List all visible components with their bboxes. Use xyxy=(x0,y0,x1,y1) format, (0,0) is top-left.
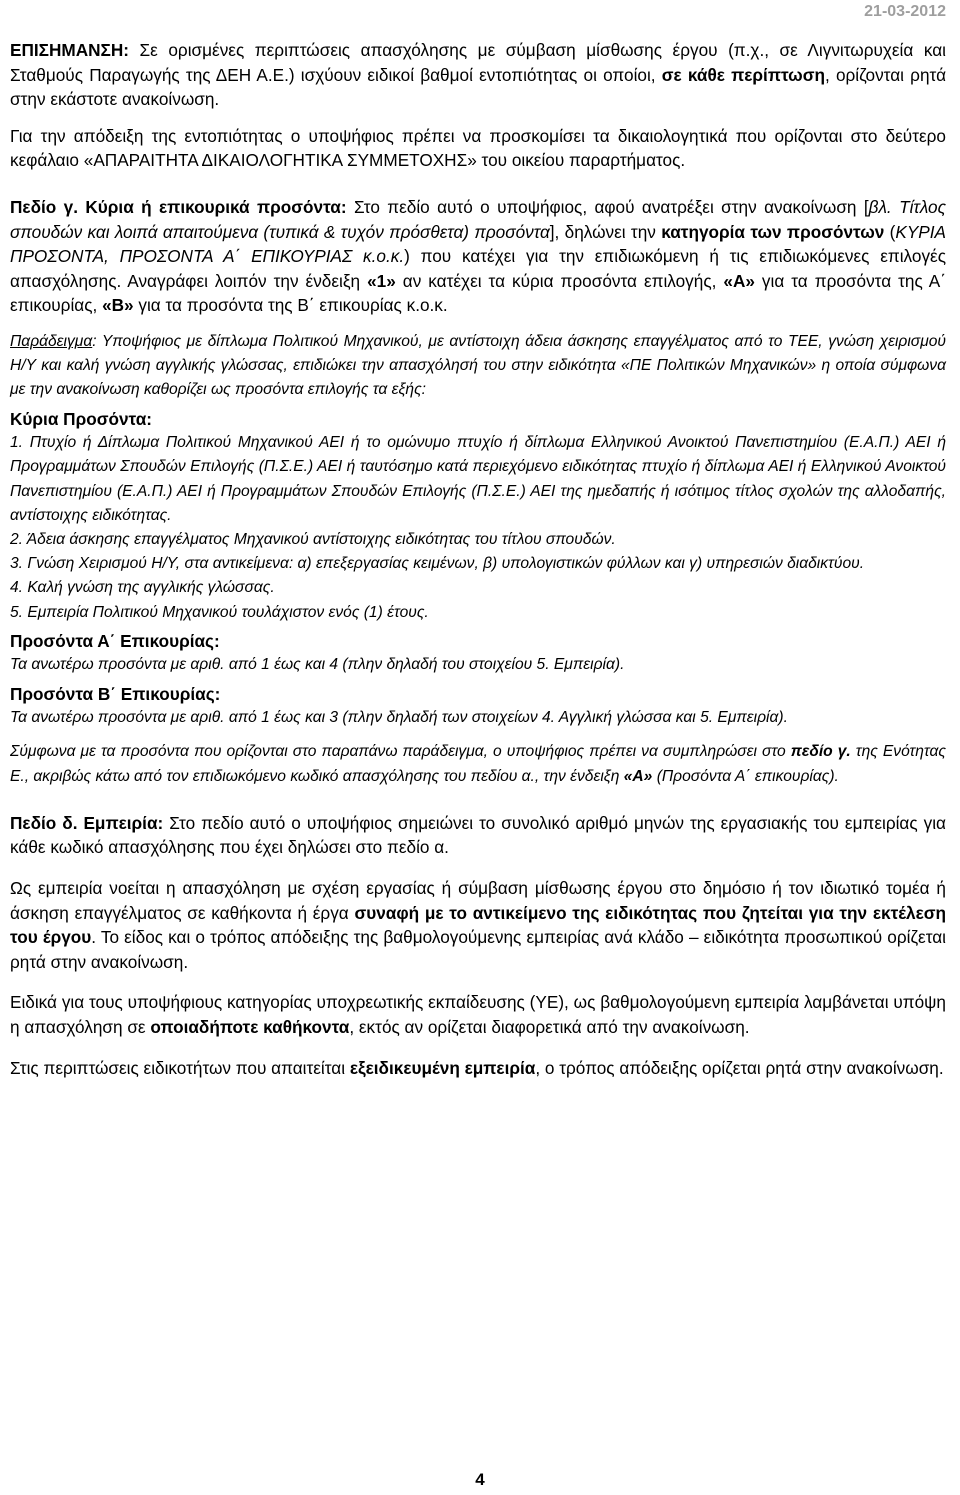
text-run: σε κάθε περίπτωση xyxy=(661,64,825,85)
text-run: ) που κατέχει για την επιδιωκόμενη ή τις επιδιωκόμενες επιλογές απασχόλησης. Αναγράφει λοιπόν την ένδειξη xyxy=(10,246,946,291)
text-run: Κύρια Προσόντα: xyxy=(10,408,153,429)
main-qualifications-heading xyxy=(10,407,946,432)
text-run: Τα ανωτέρω προσόντα με αριθ. από 1 έως και 4 (πλην δηλαδή του στοιχείου 5. Εμπειρία). xyxy=(10,656,625,674)
text-run: Πεδίο δ. Εμπειρία: xyxy=(10,812,164,833)
experience-definition-paragraph xyxy=(10,876,946,974)
text-run: εξειδικευμένη εμπειρία xyxy=(349,1057,536,1078)
text-run: Στο πεδίο αυτό ο υποψήφιος, αφού ανατρέξει στην ανακοίνωση [ xyxy=(346,196,869,217)
b-auxiliary-text xyxy=(10,706,946,730)
example-paragraph xyxy=(10,330,946,403)
text-run: Προσόντα Α΄ Επικουρίας: xyxy=(10,630,220,651)
list-item xyxy=(10,528,946,552)
text-run: Ειδικά για τους υποψήφιους κατηγορίας υποχρεωτικής εκπαίδευσης (ΥΕ), ως βαθμολογούμενη εμπειρία λαμβάνεται υπόψη η απασχόληση σε xyxy=(10,992,946,1037)
text-run: για τα προσόντα της Β΄ επικουρίας κ.ο.κ. xyxy=(133,295,448,316)
b-auxiliary-heading xyxy=(10,682,946,707)
text-run: «Β» xyxy=(102,295,134,316)
text-run: οποιαδήποτε καθήκοντα xyxy=(150,1016,350,1037)
text-run: «Α» xyxy=(723,270,755,291)
list-item xyxy=(10,552,946,576)
text-run: 3. Γνώση Χειρισμού Η/Υ, στα αντικείμενα: α) επεξεργασίας κειμένων, β) υπολογιστικών φύλλων και γ) υπηρεσιών διαδικτύου. xyxy=(10,555,865,573)
qualifications-list xyxy=(10,431,946,625)
text-run: «Α» xyxy=(623,767,653,785)
ye-experience-paragraph xyxy=(10,990,946,1039)
text-run: ( xyxy=(884,221,896,242)
text-run: ], δηλώνει την xyxy=(549,221,662,242)
a-auxiliary-text xyxy=(10,653,946,677)
text-run: αν κατέχει τα κύρια προσόντα επιλογής, xyxy=(395,270,724,291)
list-item xyxy=(10,431,946,528)
specialized-experience-paragraph xyxy=(10,1056,946,1081)
text-run: Στο πεδίο αυτό ο υποψήφιος σημειώνει το συνολικό αριθμό μηνών της εργασιακής του εμπειρίας για κάθε κωδικό απασχόλησης που έχει δηλώσει στο πεδίο α. xyxy=(10,812,946,858)
text-run: κατηγορία των προσόντων xyxy=(661,221,885,242)
text-run: ΕΠΙΣΗΜΑΝΣΗ: xyxy=(10,40,129,60)
text-run: συναφή με το αντικείμενο της ειδικότητας που ζητείται για την εκτέλεση του έργου xyxy=(10,902,946,948)
text-run: για τα προσόντα της Α΄ επικουρίας, xyxy=(10,270,946,316)
text-run: Παράδειγμα xyxy=(10,332,93,350)
text-run: Σύμφωνα με τα προσόντα που ορίζονται στο παραπάνω παράδειγμα, ο υποψήφιος πρέπει να συμπληρώσει στο xyxy=(10,743,791,761)
document-date: 21-03-2012 xyxy=(864,3,946,20)
example-conclusion xyxy=(10,740,946,788)
text-run: , ο τρόπος απόδειξης ορίζεται ρητά στην ανακοίνωση. xyxy=(535,1057,944,1078)
text-run: , εκτός αν ορίζεται διαφορετικά από την ανακοίνωση. xyxy=(349,1016,750,1037)
page-number: 4 xyxy=(475,1470,485,1489)
text-run: Για την απόδειξη της εντοπιότητας ο υποψήφιος πρέπει να προσκομίσει τα δικαιολογητικά που ορίζονται στο δεύτερο κεφάλαιο «ΑΠΑΡΑΙΤΗΤΑ ΔΙΚΑΙΟΛΟΓΗΤΙΚΑ ΣΥΜΜΕΤΟΧΗΣ» του οικείου παραρτήματος. xyxy=(10,125,946,171)
text-run: . Το είδος και ο τρόπος απόδειξης της βαθμολογούμενης εμπειρίας ανά κλάδο – ειδικότητα προσωπικού ορίζεται ρητά στην ανακοίνωση. xyxy=(10,927,946,972)
text-run: πεδίο γ. xyxy=(790,743,851,761)
text-run: ΚΥΡΙΑ ΠΡΟΣΟΝΤΑ, ΠΡΟΣΟΝΤΑ Α΄ ΕΠΙΚΟΥΡΙΑΣ κ.ο.κ. xyxy=(10,221,947,267)
text-run: της Ενότητας Ε., ακριβώς κάτω από τον επιδιωκόμενο κωδικό απασχόλησης του πεδίου α., την ένδειξη xyxy=(10,743,946,785)
text-run: βλ. Τίτλος σπουδών και λοιπά απαιτούμενα (τυπικά & τυχόν πρόσθετα) προσόντα xyxy=(10,196,946,242)
text-run: 4. Καλή γνώση της αγγλικής γλώσσας. xyxy=(10,579,275,597)
list-item xyxy=(10,576,946,600)
text-run: 2. Άδεια άσκησης επαγγέλματος Μηχανικού αντίστοιχης ειδικότητας του τίτλου σπουδών. xyxy=(10,530,616,548)
a-auxiliary-heading xyxy=(10,629,946,654)
text-run: (Προσόντα Α΄ επικουρίας). xyxy=(652,767,839,785)
text-run: Στις περιπτώσεις ειδικοτήτων που απαιτείται xyxy=(10,1057,350,1078)
text-run: Σε ορισμένες περιπτώσεις απασχόλησης με σύμβαση μίσθωσης έργου (π.χ., σε Λιγνιτωρυχεία και Σταθμούς Παραγωγής της ΔΕΗ Α.Ε.) ισχύουν ειδικοί βαθμοί εντοπιότητας οι οποίοι, xyxy=(10,40,946,85)
field-c-paragraph xyxy=(10,195,946,318)
text-run: 1. Πτυχίο ή Δίπλωμα Πολιτικού Μηχανικού ΑΕΙ ή το ομώνυμο πτυχίο ή δίπλωμα Ελληνικού Ανοικτού Πανεπιστημίου (Ε.Α.Π.) ΑΕΙ ή Προγραμμάτων Σπουδών Επιλογής (Π.Σ.Ε.) ΑΕΙ ή ταυτόσημο κατά περιεχόμενο ειδικότητας πτυχίο ή δίπλωμα ΑΕΙ ή Ελληνικού Ανοικτού Πανεπιστημίου (Ε.Α.Π.) ΑΕΙ ή Προγραμμάτων Σπουδών Επιλογής (Π.Σ.Ε.) ΑΕΙ της ημεδαπής ή ισότιμος τίτλος σχολών της αλλοδαπής, αντίστοιχης ειδικότητας. xyxy=(10,434,946,524)
text-run: Πεδίο γ. Κύρια ή επικουρικά προσόντα: xyxy=(10,196,347,217)
locality-proof-paragraph xyxy=(10,124,946,173)
text-run: «1» xyxy=(367,270,396,291)
text-run: , ορίζονται ρητά στην εκάστοτε ανακοίνωση. xyxy=(10,64,947,110)
text-run: 5. Εμπειρία Πολιτικού Μηχανικού τουλάχιστον ενός (1) έτους. xyxy=(10,603,429,621)
text-run: Προσόντα Β΄ Επικουρίας: xyxy=(10,683,221,704)
note-paragraph xyxy=(10,38,946,112)
field-d-paragraph xyxy=(10,811,946,860)
document-page xyxy=(10,0,946,1080)
text-run: : Υποψήφιος με δίπλωμα Πολιτικού Μηχανικού, με αντίστοιχη άδεια άσκησης επαγγέλματος από το ΤΕΕ, γνώση χειρισμού Η/Υ και καλή γνώση αγγλικής γλώσσας, επιδιώκει την απασχόλησή του στην ειδικότητα «ΠΕ Πολιτικών Μηχανικών» η οποία σύμφωνα με την ανακοίνωση καθορίζει ως προσόντα επιλογής τα εξής: xyxy=(10,332,946,399)
text-run: Ως εμπειρία νοείται η απασχόληση με σχέση εργασίας ή σύμβαση μίσθωσης έργου στο δημόσιο ή τον ιδιωτικό τομέα ή άσκηση επαγγέλματος σε καθήκοντα ή έργα xyxy=(10,877,946,923)
list-item xyxy=(10,601,946,625)
text-run: Τα ανωτέρω προσόντα με αριθ. από 1 έως και 3 (πλην δηλαδή των στοιχείων 4. Αγγλική γλώσσα και 5. Εμπειρία). xyxy=(10,709,788,727)
